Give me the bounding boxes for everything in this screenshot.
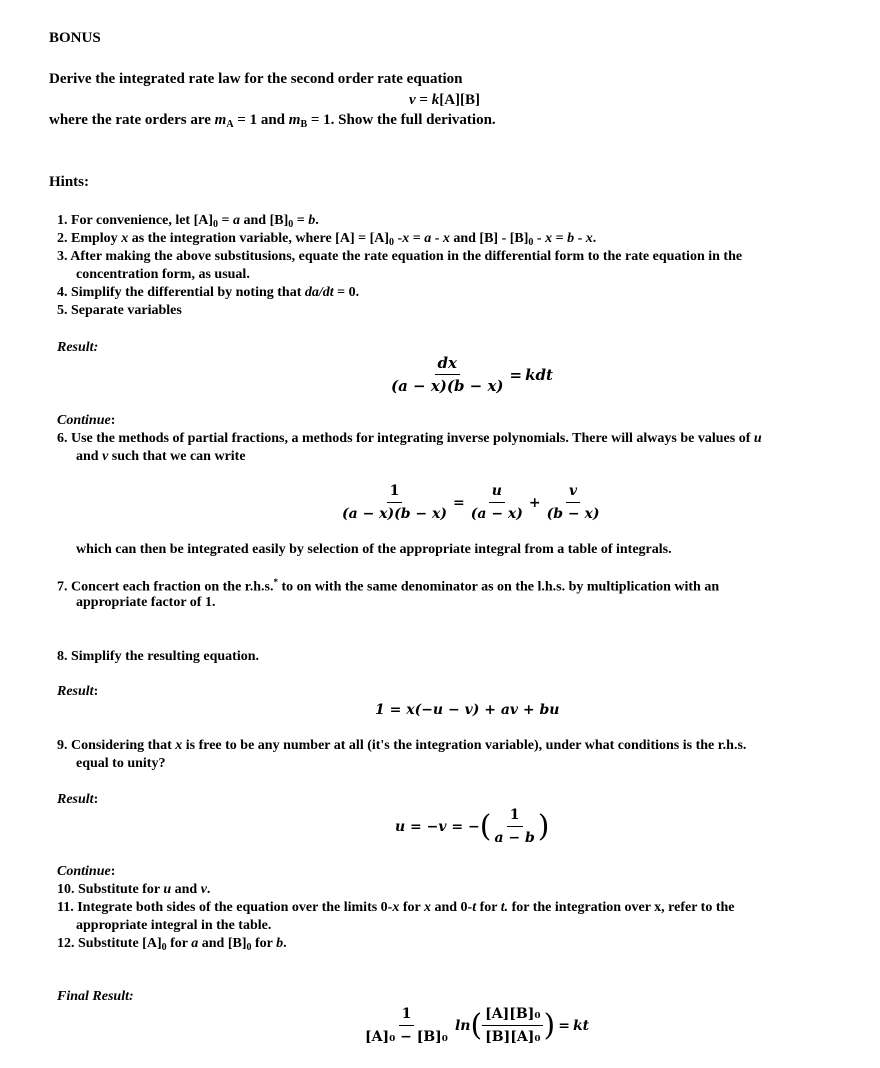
hint-2-pre: 2. Employ — [57, 231, 122, 246]
step-6-l2-pre: and — [76, 449, 103, 464]
page-title: BONUS — [49, 30, 101, 46]
step-12-sub2: 0 — [246, 942, 252, 953]
pf-num-1: 1 — [387, 482, 403, 503]
step-12-b: b — [276, 936, 284, 951]
step-10-v: v — [200, 882, 207, 897]
hint-5: 5. Separate variables — [57, 303, 182, 318]
hint-4-pre: 4. Simplify the differential by noting that — [57, 285, 305, 300]
partial-fraction-equation — [339, 482, 603, 523]
hint-2-mid: as the integration variable, where [A] = [A] — [128, 231, 390, 246]
hint-2-sub2: 0 — [528, 237, 534, 248]
step-7-footnote-mark: * — [273, 577, 278, 587]
hint-1-b: b — [308, 213, 316, 228]
result-3-equation — [395, 806, 550, 847]
pf-num-2: u — [489, 482, 505, 503]
step-12 — [57, 936, 287, 952]
problem-eqA: = 1 and — [233, 112, 289, 128]
hint-2-x2: x — [402, 231, 410, 246]
final-fraction — [362, 1005, 451, 1046]
hint-2-t1: - — [394, 231, 403, 246]
pf-fraction-3 — [544, 482, 603, 523]
problem-subA: A — [226, 119, 234, 130]
hints-heading: Hints: — [49, 174, 90, 190]
step-9-line-1 — [57, 738, 746, 754]
step-9-end: is free to be any number at all (it's the integration variable), under what conditions is the r.h.s. — [182, 738, 747, 753]
continue-1-text: Continue — [57, 413, 111, 428]
hint-1-end: . — [315, 213, 319, 228]
pf-eq: = — [453, 494, 465, 511]
result-1-num: dx — [435, 354, 460, 375]
hint-1-a: a — [233, 213, 241, 228]
result-3-text: Result — [57, 792, 94, 807]
step-11-m3: for — [476, 900, 501, 915]
pf-plus: + — [528, 494, 541, 511]
continue-2-text: Continue — [57, 864, 111, 879]
step-11-m2: and 0- — [430, 900, 473, 915]
hint-2-b: b — [567, 231, 575, 246]
step-9-pre: 9. Considering that — [57, 738, 176, 753]
step-10 — [57, 882, 210, 898]
step-12-sub1: 0 — [161, 942, 167, 953]
step-11-end: for the integration over x, refer to the — [508, 900, 735, 915]
result-2-equation: 1 = x(−u − v) + av + bu — [375, 702, 560, 718]
hint-2-t5: - — [533, 231, 546, 246]
continue-1-colon: : — [110, 413, 116, 428]
result-2-colon: : — [93, 684, 99, 699]
result-3-paren-open: ( — [479, 808, 492, 844]
step-11-line-2: appropriate integral in the table. — [76, 918, 272, 933]
hint-2-x5: x — [585, 231, 593, 246]
hint-1-mid: = — [218, 213, 234, 228]
step-12-m2: and [B] — [198, 936, 247, 951]
step-10-pre: 10. Substitute for — [57, 882, 164, 897]
step-6-v: v — [102, 449, 109, 464]
rate-eq-sign: = — [419, 92, 428, 108]
hint-4-dadt: da/dt — [304, 285, 334, 300]
hint-1-and: and [B] — [240, 213, 289, 228]
step-6-line-1 — [57, 431, 762, 447]
rate-k: k — [431, 92, 440, 108]
step-7-line-1 — [57, 577, 719, 596]
step-11-line-1 — [57, 900, 735, 916]
hint-2-t3: - — [431, 231, 443, 246]
final-paren-open: ( — [470, 1007, 483, 1043]
final-eq: = — [558, 1017, 570, 1034]
pf-fraction-1 — [339, 482, 450, 523]
hint-1 — [57, 213, 319, 229]
result-2-text: Result — [57, 684, 94, 699]
hint-1-eq: = — [293, 213, 309, 228]
step-6-line-3: which can then be integrated easily by selection of the appropriate integral from a table of integrals. — [76, 542, 672, 557]
step-9-x: x — [175, 738, 183, 753]
hint-2-t6: = — [552, 231, 568, 246]
step-11-t: t — [472, 900, 477, 915]
final-ln: ln — [454, 1017, 471, 1034]
continue-2-label — [57, 864, 115, 880]
result-1-den: (a − x)(b − x) — [391, 377, 504, 395]
hint-2-end: . — [592, 231, 597, 246]
result-2-label — [57, 684, 98, 700]
step-8: 8. Simplify the resulting equation. — [57, 649, 259, 664]
step-10-u: u — [163, 882, 172, 897]
hint-3-line-2: concentration form, as usual. — [76, 267, 250, 282]
problem-rest: = 1. Show the full derivation. — [307, 112, 496, 128]
hint-3-line-1: 3. After making the above substitusions, equate the rate equation in the differential form to the rate equation in the — [57, 249, 743, 264]
rate-v: v — [409, 92, 416, 108]
final-result-label: Final Result: — [57, 989, 134, 1004]
step-12-end: . — [283, 936, 287, 951]
step-10-end: . — [206, 882, 211, 897]
final-result-equation — [362, 1005, 589, 1046]
step-7-end: to on with the same denominator as on the l.h.s. by multiplication with an — [277, 579, 720, 595]
hint-2 — [57, 231, 596, 247]
hint-2-t7: - — [574, 231, 586, 246]
result-1-rhs: kdt — [525, 365, 553, 384]
step-11-t2: t. — [500, 900, 509, 915]
step-6-u: u — [753, 431, 762, 446]
step-6-line-2 — [76, 449, 246, 465]
result-3-colon: : — [93, 792, 99, 807]
final-den: [A]₀ − [B]₀ — [365, 1029, 448, 1045]
hint-1-sub1: 0 — [213, 219, 219, 230]
step-11-pre: 11. Integrate both sides of the equation over the limits 0- — [57, 900, 393, 915]
final-rhs: kt — [572, 1017, 590, 1034]
hint-2-sub1: 0 — [389, 237, 395, 248]
step-7-line-2: appropriate factor of 1. — [76, 595, 216, 610]
hint-4-end: = 0. — [333, 285, 360, 300]
problem-l3-a: where the rate orders are — [49, 112, 215, 128]
rate-conc: [A][B] — [439, 92, 481, 108]
hint-2-t2: = — [409, 231, 425, 246]
pf-den-3: (b − x) — [546, 506, 600, 522]
problem-mB: m — [288, 112, 301, 128]
final-paren-close: ) — [543, 1007, 556, 1043]
final-inner-fraction — [482, 1005, 543, 1046]
result-1-equation — [388, 354, 553, 395]
result-3-den: a − b — [494, 830, 535, 846]
problem-mA: m — [214, 112, 227, 128]
step-11-m1: for — [399, 900, 424, 915]
rate-equation — [409, 92, 480, 109]
continue-2-colon: : — [110, 864, 116, 879]
final-inner-den: [B][A]₀ — [485, 1029, 541, 1045]
pf-fraction-2 — [468, 482, 526, 523]
step-11-x: x — [392, 900, 400, 915]
hint-2-x4: x — [545, 231, 553, 246]
hint-2-a: a — [424, 231, 432, 246]
step-12-m3: for — [251, 936, 277, 951]
result-3-paren-close: ) — [537, 808, 550, 844]
step-6-l1-pre: 6. Use the methods of partial fractions, a methods for integrating inverse polynomials. There will always be values of — [57, 431, 754, 446]
result-3-num: 1 — [507, 806, 523, 827]
pf-num-3: v — [566, 482, 580, 503]
step-6-l2-end: such that we can write — [108, 449, 246, 464]
hint-4 — [57, 285, 359, 301]
pf-den-1: (a − x)(b − x) — [342, 506, 448, 522]
final-inner-num: [A][B]₀ — [482, 1005, 543, 1026]
problem-line-3 — [49, 112, 496, 129]
hint-2-x3: x — [442, 231, 450, 246]
step-12-pre: 12. Substitute [A] — [57, 936, 162, 951]
problem-subB: B — [300, 119, 308, 130]
result-1-label: Result: — [57, 340, 99, 355]
result-3-fraction — [491, 806, 537, 847]
step-10-and: and — [171, 882, 201, 897]
result-1-fraction — [388, 354, 507, 395]
step-7-pre: 7. Concert each fraction on the r.h.s. — [57, 579, 274, 595]
step-12-m1: for — [166, 936, 192, 951]
step-11-x2: x — [423, 900, 431, 915]
hint-2-t4: and [B] - [B] — [449, 231, 529, 246]
final-num: 1 — [399, 1005, 415, 1026]
pf-den-2: (a − x) — [470, 506, 523, 522]
hint-2-x: x — [121, 231, 129, 246]
step-9-line-2: equal to unity? — [76, 756, 166, 771]
hint-1-sub2: 0 — [288, 219, 294, 230]
continue-1-label — [57, 413, 115, 429]
step-12-a: a — [191, 936, 199, 951]
hint-1-pre: 1. For convenience, let [A] — [57, 213, 214, 228]
problem-line-1: Derive the integrated rate law for the second order rate equation — [49, 71, 463, 87]
result-1-eq: = — [509, 365, 523, 384]
result-3-lhs: u = −v = − — [395, 818, 480, 835]
result-3-label — [57, 792, 98, 808]
